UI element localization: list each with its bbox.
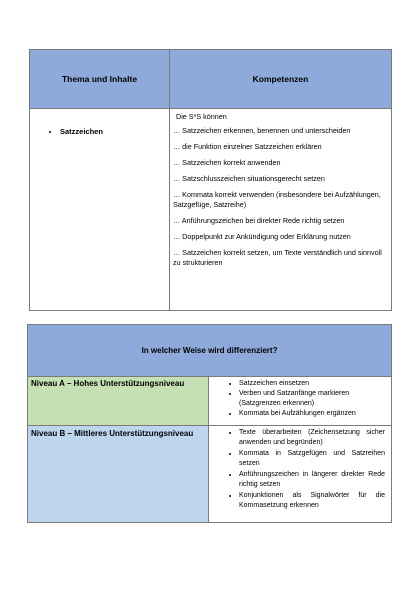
- competency-item: … Satzzeichen erkennen, benennen und unterscheiden: [173, 126, 351, 135]
- level-a-item: • Verben und Satzanfänge markieren (Satzgrenzen erkennen): [239, 389, 385, 409]
- competency-item: … Kommata korrekt verwenden (insbesondere bei Aufzählungen, Satzgefüge, Satzreihe): [173, 190, 381, 209]
- level-b-item: • Konjunktionen als Signalwörter für die Kommasetzung erkennen: [239, 491, 385, 511]
- topic-item: • Satzzeichen: [60, 127, 169, 136]
- topic-cell: [30, 109, 170, 311]
- level-a-item: • Kommata bei Aufzählungen ergänzen: [239, 409, 385, 419]
- differentiation-table: [27, 324, 392, 523]
- level-a-items: [209, 377, 392, 426]
- competency-item: … Doppelpunkt zur Ankündigung oder Erklärung nutzen: [173, 232, 351, 241]
- competency-item: … Satzzeichen korrekt setzen, um Texte verständlich und sinnvoll zu strukturieren: [173, 248, 382, 267]
- competency-item: … die Funktion einzelner Satzzeichen erklären: [173, 142, 322, 151]
- level-a-label: Niveau A – Hohes Unterstützungsniveau: [28, 377, 209, 426]
- level-b-item: • Texte überarbeiten (Zeichensetzung sicher anwenden und begründen): [239, 428, 385, 448]
- differentiation-header: In welcher Weise wird differenziert?: [28, 325, 392, 377]
- level-b-label: Niveau B – Mittleres Unterstützungsniveau: [28, 426, 209, 523]
- level-b-items: [209, 426, 392, 523]
- level-b-item: • Anführungszeichen in längerer direkter Rede richtig setzen: [239, 470, 385, 490]
- competency-item: … Satzschlusszeichen situationsgerecht setzen: [173, 174, 325, 183]
- competence-table: [29, 49, 392, 311]
- competency-item: … Satzzeichen korrekt anwenden: [173, 158, 281, 167]
- competencies-cell: [170, 109, 392, 311]
- header-competencies: Kompetenzen: [170, 50, 392, 109]
- level-b-item: • Kommata in Satzgefügen und Satzreihen setzen: [239, 449, 385, 469]
- competency-item: … Anführungszeichen bei direkter Rede richtig setzen: [173, 216, 345, 225]
- level-a-item: • Satzzeichen einsetzen: [239, 379, 385, 389]
- header-topics: Thema und Inhalte: [30, 50, 170, 109]
- competencies-intro: Die S*S können: [176, 112, 227, 121]
